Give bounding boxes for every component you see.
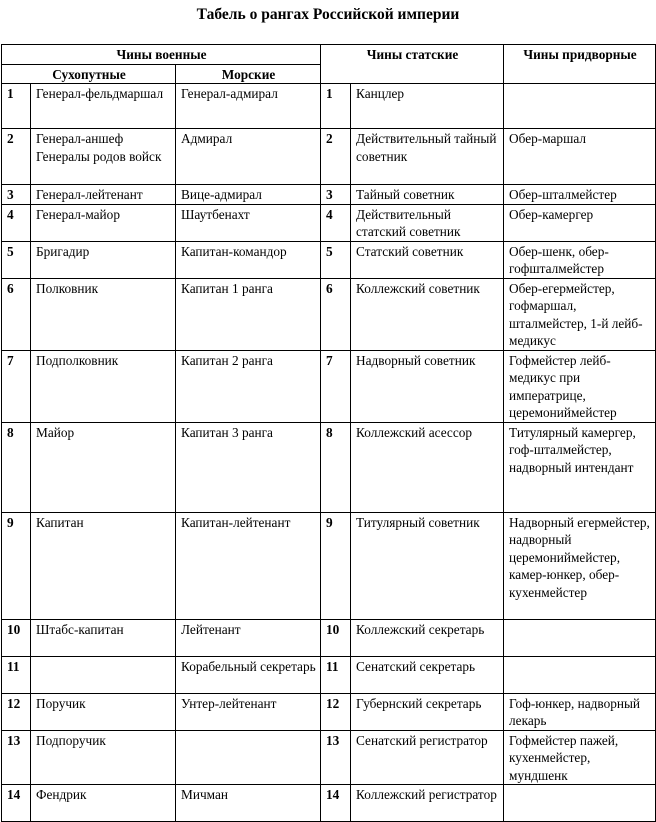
rank-number-cell: 4 [321, 204, 351, 241]
land-rank-cell: Капитан [31, 512, 176, 619]
rank-table [1, 44, 656, 822]
rank-number-cell: 11 [2, 656, 31, 693]
naval-rank-cell: Лейтенант [176, 619, 321, 656]
civil-rank-cell: Коллежский асессор [351, 422, 504, 512]
land-rank-cell: Штабс-капитан [31, 619, 176, 656]
naval-rank-cell: Капитан-лейтенант [176, 512, 321, 619]
court-rank-cell: Гофмейстер лейб-медикус при императрице, церемониймейстер [504, 350, 656, 422]
civil-rank-cell: Надворный советник [351, 350, 504, 422]
court-rank-cell: Обер-маршал [504, 129, 656, 185]
naval-rank-cell [176, 730, 321, 785]
rank-number-cell: 7 [2, 350, 31, 422]
naval-rank-cell: Капитан 1 ранга [176, 278, 321, 350]
court-rank-cell: Обер-камергер [504, 204, 656, 241]
header-military: Чины военные [2, 45, 321, 65]
header-land: Сухопутные [2, 64, 176, 84]
table-row [2, 84, 656, 129]
naval-rank-cell: Генерал-адмирал [176, 84, 321, 129]
rank-number-cell: 1 [2, 84, 31, 129]
naval-rank-cell: Адмирал [176, 129, 321, 185]
naval-rank-cell: Капитан 3 ранга [176, 422, 321, 512]
land-rank-cell: Полковник [31, 278, 176, 350]
table-row [2, 619, 656, 656]
table-row [2, 656, 656, 693]
rank-number-cell: 6 [321, 278, 351, 350]
naval-rank-cell: Унтер-лейтенант [176, 693, 321, 730]
land-rank-cell: Фендрик [31, 785, 176, 822]
land-rank-cell [31, 656, 176, 693]
court-rank-cell: Обер-шталмейстер [504, 185, 656, 205]
rank-number-cell: 12 [2, 693, 31, 730]
rank-number-cell: 14 [321, 785, 351, 822]
naval-rank-cell: Мичман [176, 785, 321, 822]
civil-rank-cell: Сенатский секретарь [351, 656, 504, 693]
court-rank-cell: Титулярный камергер, гоф-шталмейстер, надворный интендант [504, 422, 656, 512]
land-rank-cell: Майор [31, 422, 176, 512]
civil-rank-cell: Статский советник [351, 241, 504, 278]
naval-rank-cell: Корабельный секретарь [176, 656, 321, 693]
civil-rank-cell: Сенатский регистратор [351, 730, 504, 785]
table-row [2, 278, 656, 350]
table-row [2, 129, 656, 185]
court-rank-cell [504, 84, 656, 129]
table-row [2, 350, 656, 422]
table-row [2, 785, 656, 822]
table-row [2, 204, 656, 241]
rank-number-cell: 11 [321, 656, 351, 693]
rank-number-cell: 13 [321, 730, 351, 785]
civil-rank-cell: Коллежский секретарь [351, 619, 504, 656]
rank-number-cell: 14 [2, 785, 31, 822]
land-rank-cell: Подполковник [31, 350, 176, 422]
table-row [2, 241, 656, 278]
land-rank-cell: Генерал-майор [31, 204, 176, 241]
table-row [2, 693, 656, 730]
table-row [2, 185, 656, 205]
header-court: Чины придворные [504, 45, 656, 84]
rank-number-cell: 8 [2, 422, 31, 512]
land-rank-cell: Генерал-аншеф Генералы родов войск [31, 129, 176, 185]
court-rank-cell [504, 619, 656, 656]
rank-number-cell: 5 [321, 241, 351, 278]
naval-rank-cell: Капитан-командор [176, 241, 321, 278]
court-rank-cell: Гоф-юнкер, надворный лекарь [504, 693, 656, 730]
civil-rank-cell: Коллежский советник [351, 278, 504, 350]
rank-number-cell: 2 [2, 129, 31, 185]
rank-number-cell: 8 [321, 422, 351, 512]
rank-number-cell: 3 [2, 185, 31, 205]
civil-rank-cell: Коллежский регистратор [351, 785, 504, 822]
rank-number-cell: 10 [2, 619, 31, 656]
rank-number-cell: 6 [2, 278, 31, 350]
land-rank-cell: Генерал-фельдмаршал [31, 84, 176, 129]
court-rank-cell [504, 785, 656, 822]
rank-number-cell: 1 [321, 84, 351, 129]
table-row [2, 730, 656, 785]
court-rank-cell: Обер-егермейстер, гофмаршал, шталмейстер, 1-й лейб-медикус [504, 278, 656, 350]
naval-rank-cell: Вице-адмирал [176, 185, 321, 205]
rank-number-cell: 5 [2, 241, 31, 278]
court-rank-cell: Обер-шенк, обер-гофшталмейстер [504, 241, 656, 278]
court-rank-cell: Надворный егермейстер, надворный церемониймейстер, камер-юнкер, обер-кухенмейстер [504, 512, 656, 619]
rank-number-cell: 2 [321, 129, 351, 185]
header-civil: Чины статские [321, 45, 504, 84]
rank-number-cell: 3 [321, 185, 351, 205]
civil-rank-cell: Действительный статский советник [351, 204, 504, 241]
civil-rank-cell: Титулярный советник [351, 512, 504, 619]
rank-number-cell: 9 [2, 512, 31, 619]
court-rank-cell: Гофмейстер пажей, кухенмейстер, мундшенк [504, 730, 656, 785]
naval-rank-cell: Шаутбенахт [176, 204, 321, 241]
land-rank-cell: Поручик [31, 693, 176, 730]
table-row [2, 512, 656, 619]
civil-rank-cell: Губернский секретарь [351, 693, 504, 730]
table-row [2, 422, 656, 512]
rank-number-cell: 13 [2, 730, 31, 785]
rank-number-cell: 7 [321, 350, 351, 422]
naval-rank-cell: Капитан 2 ранга [176, 350, 321, 422]
land-rank-cell: Бригадир [31, 241, 176, 278]
header-naval: Морские [176, 64, 321, 84]
civil-rank-cell: Тайный советник [351, 185, 504, 205]
land-rank-cell: Генерал-лейтенант [31, 185, 176, 205]
civil-rank-cell: Канцлер [351, 84, 504, 129]
rank-number-cell: 9 [321, 512, 351, 619]
land-rank-cell: Подпоручик [31, 730, 176, 785]
civil-rank-cell: Действительный тайный советник [351, 129, 504, 185]
court-rank-cell [504, 656, 656, 693]
page-title: Табель о рангах Российской империи [196, 6, 460, 23]
rank-number-cell: 12 [321, 693, 351, 730]
rank-number-cell: 4 [2, 204, 31, 241]
rank-number-cell: 10 [321, 619, 351, 656]
